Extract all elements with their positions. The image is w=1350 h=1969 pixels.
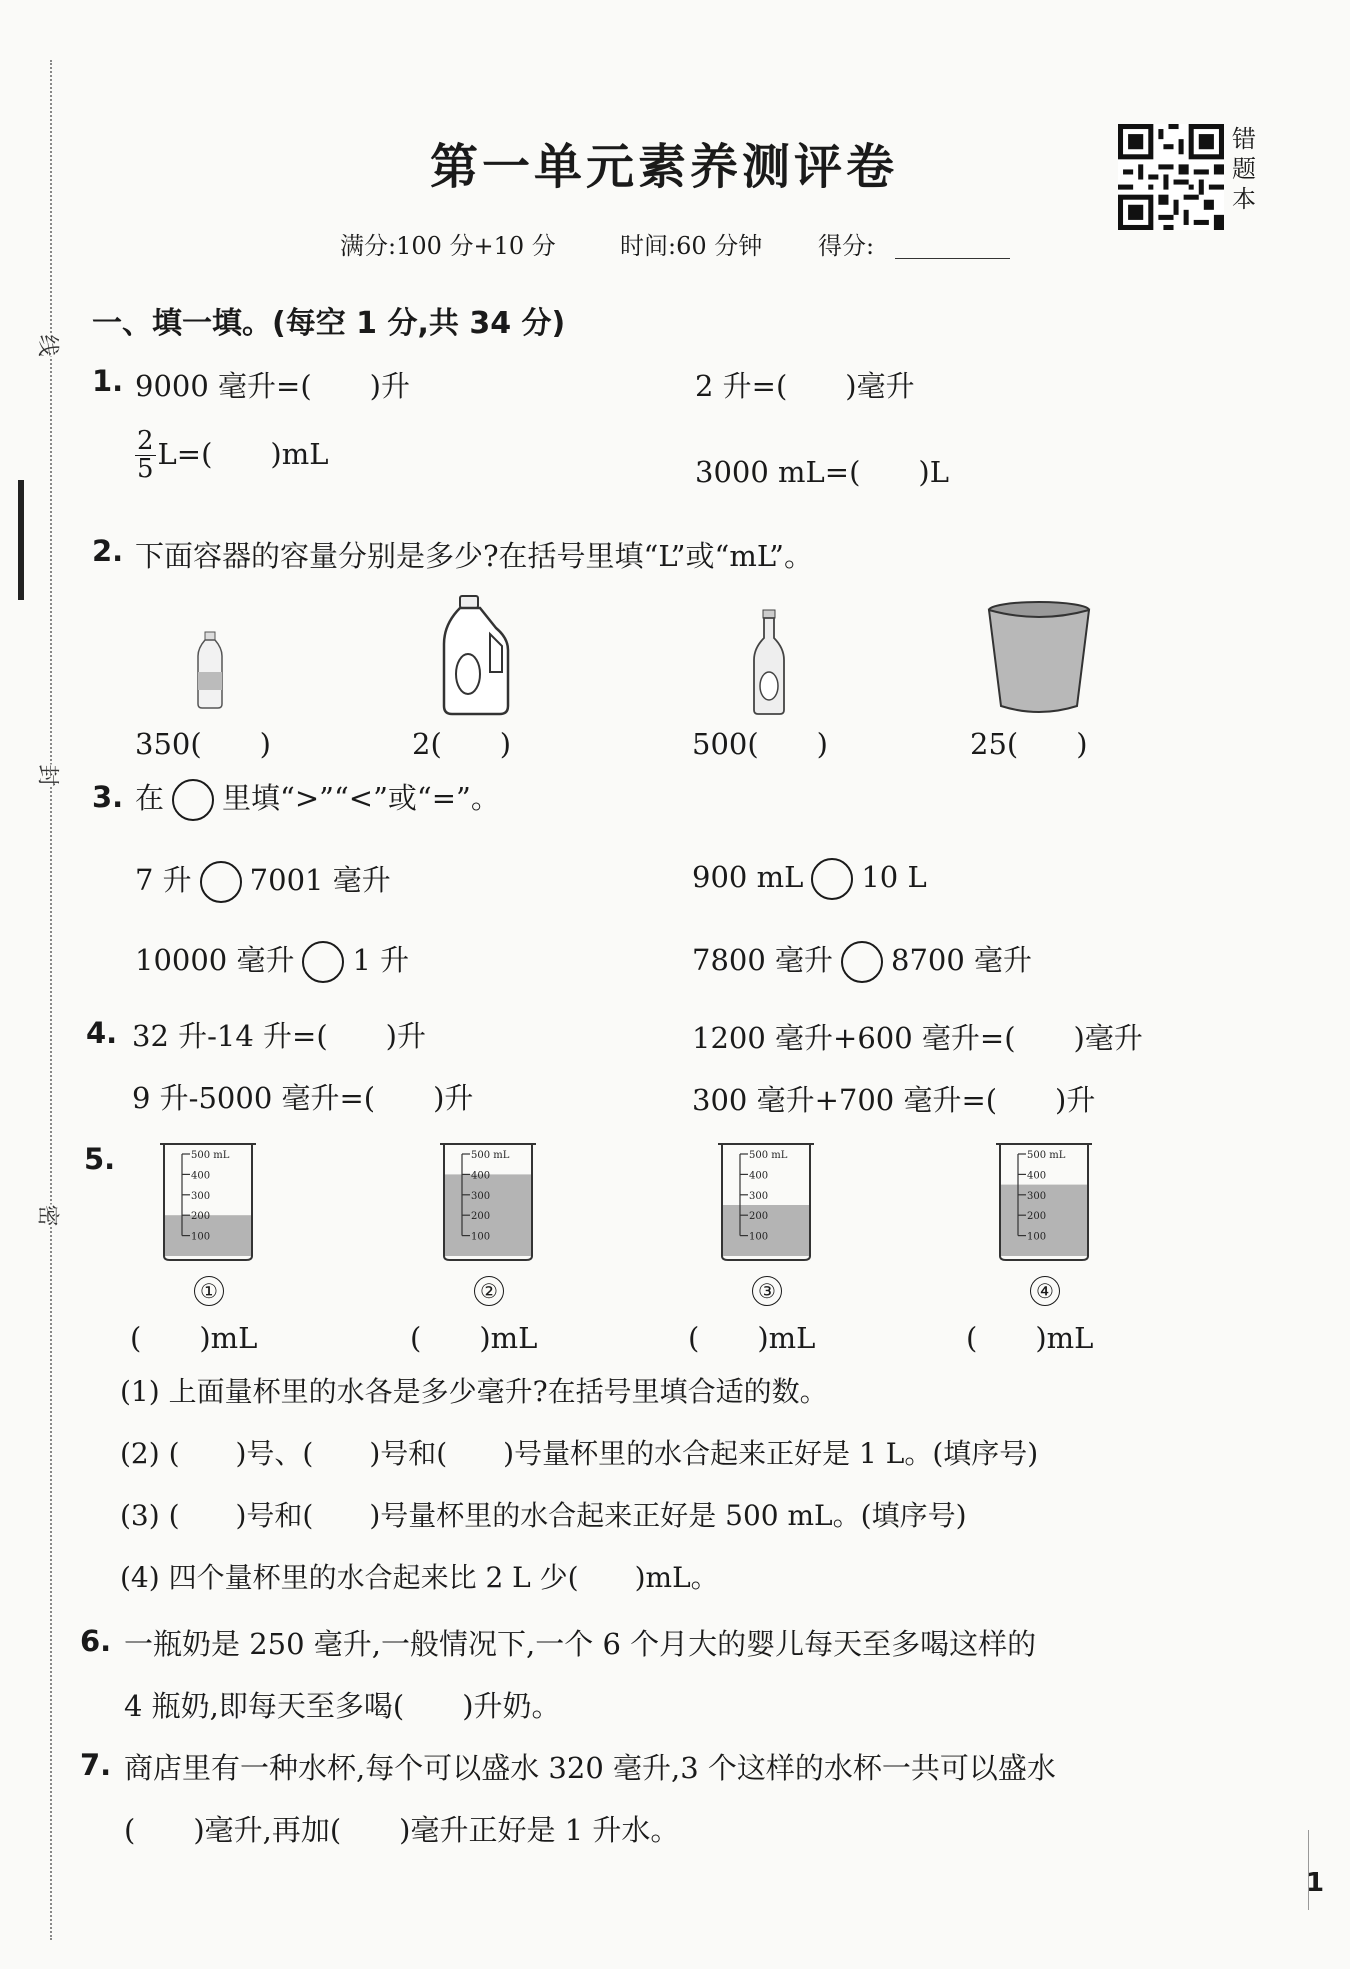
scale-label: 100 <box>471 1231 491 1243</box>
qr-code-icon[interactable] <box>1118 124 1224 230</box>
answer-circle[interactable] <box>200 861 242 903</box>
scale-label: 300 <box>749 1190 769 1202</box>
page-title: 第一单元素养测评卷 <box>430 139 899 195</box>
q5-sub-2[interactable]: (2) ( )号、( )号和( )号量杯里的水合起来正好是 1 L。(填序号) <box>120 1437 1039 1470</box>
beaker-answer-4[interactable]: ( )mL <box>966 1321 1094 1355</box>
bucket-icon <box>985 596 1093 720</box>
beaker-number-label: ④ <box>1030 1276 1060 1306</box>
fraction: $\frac{2}{5}$ <box>137 426 154 485</box>
q4-item-a[interactable]: 32 升-14 升=( )升 <box>132 1019 426 1053</box>
margin-word-mi: 密 <box>34 1204 65 1226</box>
q1-item-c[interactable]: $\frac{2}{5}$ L=( )mL <box>137 426 329 485</box>
q3-row2-left: 10000 毫升 1 升 <box>135 938 409 983</box>
scale-label: 100 <box>1027 1231 1047 1243</box>
scale-label: 200 <box>191 1211 211 1223</box>
measuring-cup-icon <box>158 1132 258 1262</box>
answer-circle[interactable] <box>841 941 883 983</box>
question-number-1: 1. <box>92 364 124 398</box>
section-heading: 一、填一填。(每空 1 分,共 34 分) <box>92 306 566 341</box>
q2-answer-4[interactable]: 25( ) <box>970 727 1088 761</box>
q5-sub-1: (1) 上面量杯里的水各是多少毫升?在括号里填合适的数。 <box>120 1375 828 1408</box>
scale-label: 500 mL <box>191 1150 230 1161</box>
margin-word-xian: 线 <box>34 334 65 356</box>
beaker-number-label: ① <box>194 1276 224 1306</box>
question-number-7: 7. <box>80 1748 112 1782</box>
scale-label: 400 <box>191 1170 211 1182</box>
answer-circle[interactable] <box>811 858 853 900</box>
beaker-3 <box>716 1132 816 1266</box>
beaker-answer-1[interactable]: ( )mL <box>130 1321 258 1355</box>
margin-word-feng: 封 <box>34 764 65 786</box>
scale-label: 400 <box>749 1170 769 1182</box>
scale-label: 500 mL <box>471 1150 510 1161</box>
measuring-cup-icon <box>716 1132 816 1262</box>
score-blank[interactable] <box>895 258 1010 259</box>
page-number: 1 <box>1306 1868 1325 1898</box>
answer-circle[interactable] <box>302 941 344 983</box>
q2-answer-1[interactable]: 350( ) <box>135 727 271 761</box>
q3-text: 在 里填“>”“<”或“=”。 <box>135 776 500 821</box>
q4-item-b[interactable]: 1200 毫升+600 毫升=( )毫升 <box>692 1021 1143 1055</box>
q7-line-1: 商店里有一种水杯,每个可以盛水 320 毫升,3 个这样的水杯一共可以盛水 <box>124 1751 1056 1785</box>
scale-label: 200 <box>749 1211 769 1223</box>
measuring-cup-icon <box>438 1132 538 1262</box>
q4-item-c[interactable]: 9 升-5000 毫升=( )升 <box>132 1081 474 1115</box>
scale-label: 500 mL <box>1027 1150 1066 1161</box>
beaker-1 <box>158 1132 258 1266</box>
beaker-answer-2[interactable]: ( )mL <box>410 1321 538 1355</box>
compare-circle-icon <box>172 779 214 821</box>
q1-item-d[interactable]: 3000 mL=( )L <box>695 455 949 489</box>
scale-label: 300 <box>191 1190 211 1202</box>
beaker-number-label: ③ <box>752 1276 782 1306</box>
beaker-4 <box>994 1132 1094 1266</box>
scale-label: 400 <box>471 1170 491 1182</box>
time-limit: 时间:60 分钟 <box>620 232 763 260</box>
scale-label: 100 <box>749 1231 769 1243</box>
question-number-2: 2. <box>92 534 124 568</box>
question-number-3: 3. <box>92 780 124 814</box>
small-water-bottle-icon <box>192 630 228 714</box>
q1-item-b[interactable]: 2 升=( )毫升 <box>695 369 915 403</box>
scale-label: 200 <box>471 1211 491 1223</box>
q5-sub-3[interactable]: (3) ( )号和( )号量杯里的水合起来正好是 500 mL。(填序号) <box>120 1499 967 1532</box>
q6-line-1: 一瓶奶是 250 毫升,一般情况下,一个 6 个月大的婴儿每天至多喝这样的 <box>124 1627 1037 1661</box>
q3-row1-right: 900 mL 10 L <box>692 858 927 900</box>
scale-label: 300 <box>1027 1190 1047 1202</box>
scale-label: 200 <box>1027 1211 1047 1223</box>
measuring-cup-icon <box>994 1132 1094 1262</box>
glass-bottle-icon <box>750 608 788 720</box>
beaker-2 <box>438 1132 538 1266</box>
qr-label: 错题本 <box>1232 125 1256 213</box>
binding-mark <box>18 480 24 600</box>
beaker-answer-3[interactable]: ( )mL <box>688 1321 816 1355</box>
question-number-6: 6. <box>80 1624 112 1658</box>
scale-label: 500 mL <box>749 1150 788 1161</box>
q5-sub-4[interactable]: (4) 四个量杯里的水合起来比 2 L 少( )mL。 <box>120 1561 719 1594</box>
q2-text: 下面容器的容量分别是多少?在括号里填“L”或“mL”。 <box>135 539 813 573</box>
q3-row2-right: 7800 毫升 8700 毫升 <box>692 938 1032 983</box>
q2-answer-2[interactable]: 2( ) <box>412 727 512 761</box>
beaker-number-label: ② <box>474 1276 504 1306</box>
scale-label: 100 <box>191 1231 211 1243</box>
q6-line-2[interactable]: 4 瓶奶,即每天至多喝( )升奶。 <box>124 1689 561 1723</box>
question-number-5: 5. <box>84 1142 116 1176</box>
q4-item-d[interactable]: 300 毫升+700 毫升=( )升 <box>692 1083 1096 1117</box>
large-jug-icon <box>440 594 512 720</box>
q7-line-2[interactable]: ( )毫升,再加( )毫升正好是 1 升水。 <box>124 1813 680 1847</box>
score-label: 得分: <box>818 232 875 260</box>
q1-item-a[interactable]: 9000 毫升=( )升 <box>135 369 410 403</box>
question-number-4: 4. <box>86 1016 118 1050</box>
scale-label: 300 <box>471 1190 491 1202</box>
full-score: 满分:100 分+10 分 <box>340 232 556 260</box>
q3-row1-left: 7 升 7001 毫升 <box>135 858 391 903</box>
scale-label: 400 <box>1027 1170 1047 1182</box>
q2-answer-3[interactable]: 500( ) <box>692 727 828 761</box>
